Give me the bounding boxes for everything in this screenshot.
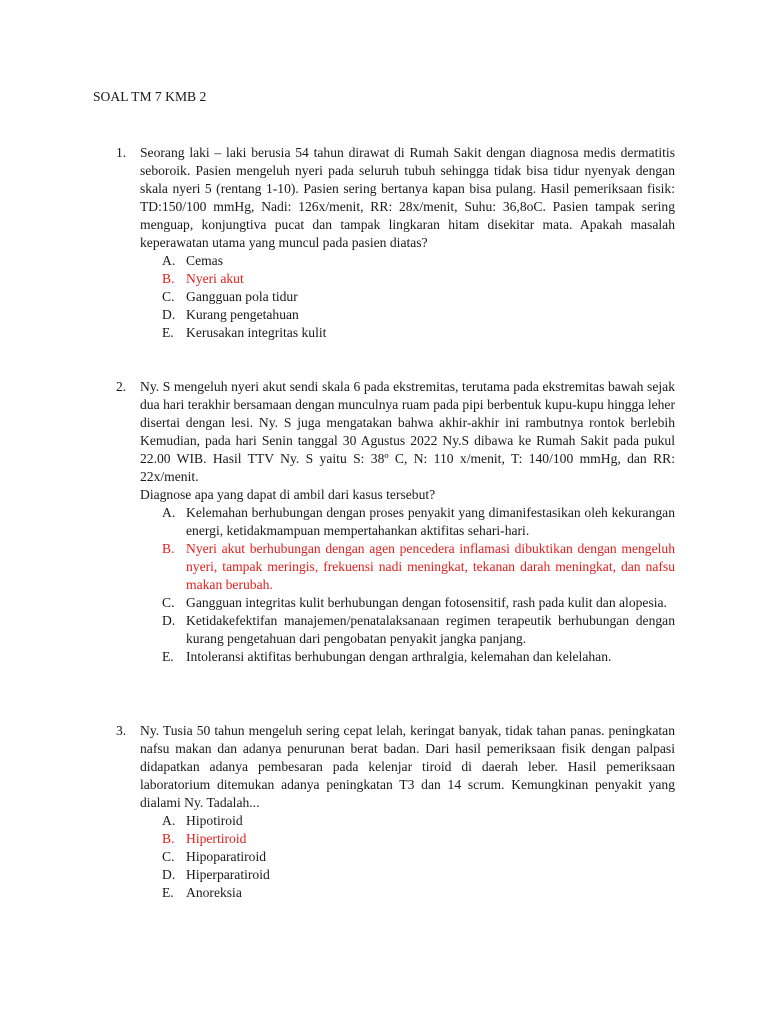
option-text: Nyeri akut [186,271,244,286]
option-e [162,884,675,902]
option-letter: C. [162,595,175,610]
option-letter: D. [162,307,176,322]
option-letter: A. [162,253,176,268]
option-e [162,648,675,666]
option-letter: C. [162,289,175,304]
question-3 [93,722,675,902]
option-d [162,306,675,324]
question-prompt: Diagnose apa yang dapat di ambil dari kasus tersebut? [140,487,436,502]
question-text: Seorang laki – laki berusia 54 tahun dirawat di Rumah Sakit dengan diagnosa medis dermatitis seboroik. Pasien mengeluh nyeri pada seluruh tubuh sehingga tidak bisa tidur nyenyak dengan skala nyeri 5 (rentang 1-10). Pasien sering bertanya kapan bisa pulang. Hasil pemeriksaan fisik: TD:150/100 mmHg, Nadi: 126x/menit, RR: 28x/menit, Suhu: 36,8oC. Pasien tampak sering menguap, konjungtiva pucat dan tampak lingkaran hitam disekitar mata. Apakah masalah keperawatan utama yang muncul pada pasien diatas? [140,145,675,250]
answer-options [162,812,675,902]
option-text: Kelemahan berhubungan dengan proses penyakit yang dimanifestasikan oleh kekurangan energi, ketidakmampuan mempertahankan aktifitas sehari-hari. [186,505,675,538]
question-text: Ny. S mengeluh nyeri akut sendi skala 6 pada ekstremitas, terutama pada ekstremitas bawah sejak dua hari terakhir bersamaan dengan munculnya ruam pada pipi berbentuk kupu-kupu hingga leher disertai dengan lesi. Ny. S juga mengatakan bahwa akhir-akhir ini rambutnya rontok berlebih Kemudian, pada hari Senin tanggal 30 Agustus 2022 Ny.S dibawa ke Rumah Sakit pada pukul 22.00 WIB. Hasil TTV Ny. S yaitu S: 38º C, N: 110 x/menit, T: 140/100 mmHg, dan RR: 22x/menit. [140,379,675,484]
option-b-correct [162,270,675,288]
option-a [162,252,675,270]
document-title: SOAL TM 7 KMB 2 [93,89,207,104]
option-text: Intoleransi aktifitas berhubungan dengan arthralgia, kelemahan dan kelelahan. [186,649,612,664]
option-c [162,288,675,306]
option-text: Ketidakefektifan manajemen/penatalaksanaan regimen terapeutik berhubungan dengan kurang pengetahuan dari pengobatan penyakit jangka panjang. [186,613,675,646]
question-number: 2. [116,379,127,394]
option-d [162,612,675,648]
question-1 [93,144,675,342]
option-e [162,324,675,342]
option-letter: E. [162,649,174,664]
option-text: Nyeri akut berhubungan dengan agen pencedera inflamasi dibuktikan dengan mengeluh nyeri, tampak meringis, frekuensi nadi meningkat, tekanan darah meningkat, dan nafsu makan berubah. [186,541,675,592]
option-b-correct [162,540,675,594]
option-text: Anoreksia [186,885,242,900]
answer-options [162,504,675,666]
option-c [162,848,675,866]
option-letter: C. [162,849,175,864]
option-text: Hipotiroid [186,813,243,828]
option-text: Hipoparatiroid [186,849,267,864]
option-letter: E. [162,885,174,900]
option-b-correct [162,830,675,848]
option-a [162,504,675,540]
option-letter: A. [162,505,176,520]
option-letter: D. [162,613,176,628]
option-letter: A. [162,813,176,828]
option-text: Gangguan pola tidur [186,289,298,304]
option-text: Hipertiroid [186,831,247,846]
option-letter: B. [162,831,175,846]
option-a [162,812,675,830]
option-text: Kurang pengetahuan [186,307,299,322]
option-d [162,866,675,884]
option-letter: B. [162,271,175,286]
option-letter: E. [162,325,174,340]
option-letter: B. [162,541,175,556]
question-text: Ny. Tusia 50 tahun mengeluh sering cepat lelah, keringat banyak, tidak tahan panas. peningkatan nafsu makan dan adanya penurunan berat badan. Dari hasil pemeriksaan fisik dengan palpasi didapatkan adanya pembesaran pada kelenjar tiroid di daerah leber. Hasil pemeriksaan laboratorium ditemukan adanya peningkatan T3 dan 14 scrum. Kemungkinan penyakit yang dialami Ny. Tadalah... [140,723,675,810]
option-c [162,594,675,612]
option-text: Cemas [186,253,223,268]
question-number: 1. [116,145,127,160]
option-letter: D. [162,867,176,882]
option-text: Hiperparatiroid [186,867,270,882]
option-text: Gangguan integritas kulit berhubungan dengan fotosensitif, rash pada kulit dan alopesia. [186,595,667,610]
option-text: Kerusakan integritas kulit [186,325,327,340]
answer-options [162,252,675,342]
question-number: 3. [116,723,127,738]
question-2 [93,378,675,666]
